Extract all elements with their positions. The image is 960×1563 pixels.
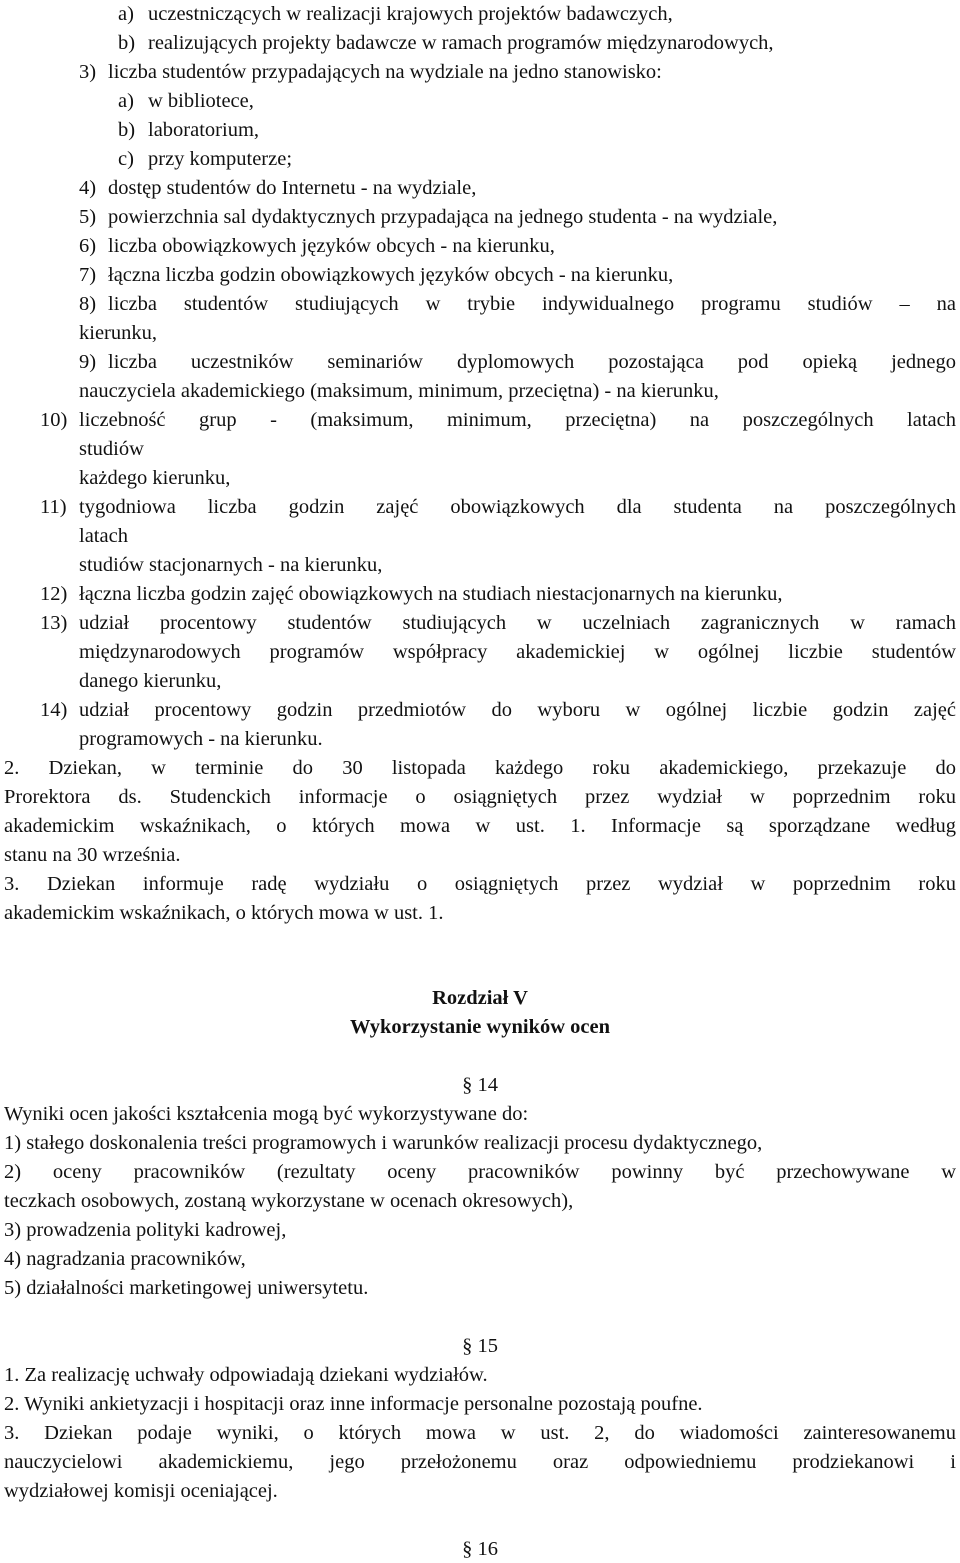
paragraph-line: Wyniki ocen jakości kształcenia mogą być wykorzystywane do: [4,1103,529,1125]
list-marker: 8) [79,293,97,315]
list-item-text: 1) stałego doskonalenia treści programowych i warunków realizacji procesu dydaktycznego, [4,1132,763,1154]
list-item-text: liczba studentów przypadających na wydziale na jedno stanowisko: [108,61,662,83]
paragraph-line: stanu na 30 września. [4,844,181,866]
paragraph-line: 2. Wyniki ankietyzacji i hospitacji oraz inne informacje personalne pozostają poufne. [4,1393,703,1415]
paragraph-line: Prorektora ds. Studenckich informacje o osiągniętych przez wydział w poprzednim roku [4,786,956,808]
list-item-text: w bibliotece, [148,90,254,112]
list-item-text: liczebność grup - (maksimum, minimum, przeciętna) na poszczególnych latach [79,409,956,431]
list-item-text: powierzchnia sal dydaktycznych przypadająca na jednego studenta - na wydziale, [108,206,778,228]
list-item-text: każdego kierunku, [79,467,231,489]
paragraph-line: 3. Dziekan podaje wyniki, o których mowa w ust. 2, do wiadomości zainteresowanemu [4,1422,956,1444]
list-item-text: międzynarodowych programów współpracy akademickiej w ogólnej liczbie studentów [79,641,956,663]
paragraph-line: 3. Dziekan informuje radę wydziału o osiągniętych przez wydział w poprzednim roku [4,873,956,895]
list-item-text: nauczyciela akademickiego (maksimum, minimum, przeciętna) - na kierunku, [79,380,719,402]
list-marker: a) [118,90,134,112]
list-item-text: łączna liczba godzin obowiązkowych języków obcych - na kierunku, [108,264,674,286]
list-marker: b) [118,32,136,54]
list-item-text: dostęp studentów do Internetu - na wydziale, [108,177,477,199]
list-item-text: uczestniczących w realizacji krajowych projektów badawczych, [148,3,673,25]
list-item-text: teczkach osobowych, zostaną wykorzystane w ocenach okresowych), [4,1190,574,1212]
list-item-text: studiów [79,438,144,460]
list-item-text: liczba uczestników seminariów dyplomowych pozostająca pod opieką jednego [108,351,956,373]
list-marker: b) [118,119,136,141]
paragraph-line: akademickim wskaźnikach, o których mowa w ust. 1. Informacje są sporządzane według [4,815,956,837]
list-marker: 12) [40,583,68,605]
list-item-text: udział procentowy studentów studiujących w uczelniach zagranicznych w ramach [79,612,956,634]
list-marker: 14) [40,699,68,721]
list-marker: 3) [79,61,97,83]
list-item-text: tygodniowa liczba godzin zajęć obowiązkowych dla studenta na poszczególnych [79,496,956,518]
list-marker: 5) [79,206,97,228]
chapter-subtitle: Wykorzystanie wyników ocen [349,1016,611,1038]
list-marker: 6) [79,235,97,257]
list-marker: 4) [79,177,97,199]
paragraph-line: 2. Dziekan, w terminie do 30 listopada każdego roku akademickiego, przekazuje do [4,757,956,779]
paragraph-line: 1. Za realizację uchwały odpowiadają dziekani wydziałów. [4,1364,488,1386]
list-item-text: liczba obowiązkowych języków obcych - na kierunku, [108,235,555,257]
list-item-text: przy komputerze; [148,148,293,170]
list-item-text: 5) działalności marketingowej uniwersytetu. [4,1277,369,1299]
list-marker: c) [118,148,134,170]
list-item-text: łączna liczba godzin zajęć obowiązkowych na studiach niestacjonarnych na kierunku, [79,583,783,605]
list-item-text: 2) oceny pracowników (rezultaty oceny pracowników powinny być przechowywane w [4,1161,956,1183]
list-item-text: studiów stacjonarnych - na kierunku, [79,554,383,576]
list-item-text: programowych - na kierunku. [79,728,323,750]
list-item-text: kierunku, [79,322,157,344]
paragraph-line: akademickim wskaźnikach, o których mowa w ust. 1. [4,902,444,924]
list-marker: 13) [40,612,68,634]
list-item-text: laboratorium, [148,119,260,141]
list-item-text: liczba studentów studiujących w trybie indywidualnego programu studiów – na [108,293,956,315]
paragraph-line: nauczycielowi akademickiemu, jego przełożonemu oraz odpowiedniemu prodziekanowi i [4,1451,956,1473]
list-marker: 11) [40,496,67,518]
list-item-text: realizujących projekty badawcze w ramach programów międzynarodowych, [148,32,774,54]
list-item-text: 3) prowadzenia polityki kadrowej, [4,1219,287,1241]
list-item-text: latach [79,525,128,547]
section-heading: § 15 [462,1335,498,1357]
list-item-text: udział procentowy godzin przedmiotów do wyboru w ogólnej liczbie godzin zajęć [79,699,956,721]
list-marker: 10) [40,409,68,431]
list-marker: a) [118,3,134,25]
section-heading: § 16 [462,1538,498,1560]
list-marker: 9) [79,351,97,373]
list-item-text: danego kierunku, [79,670,222,692]
paragraph-line: wydziałowej komisji oceniającej. [4,1480,278,1502]
section-heading: § 14 [462,1074,498,1096]
chapter-title: Rozdział V [432,987,528,1009]
list-marker: 7) [79,264,97,286]
list-item-text: 4) nagradzania pracowników, [4,1248,246,1270]
